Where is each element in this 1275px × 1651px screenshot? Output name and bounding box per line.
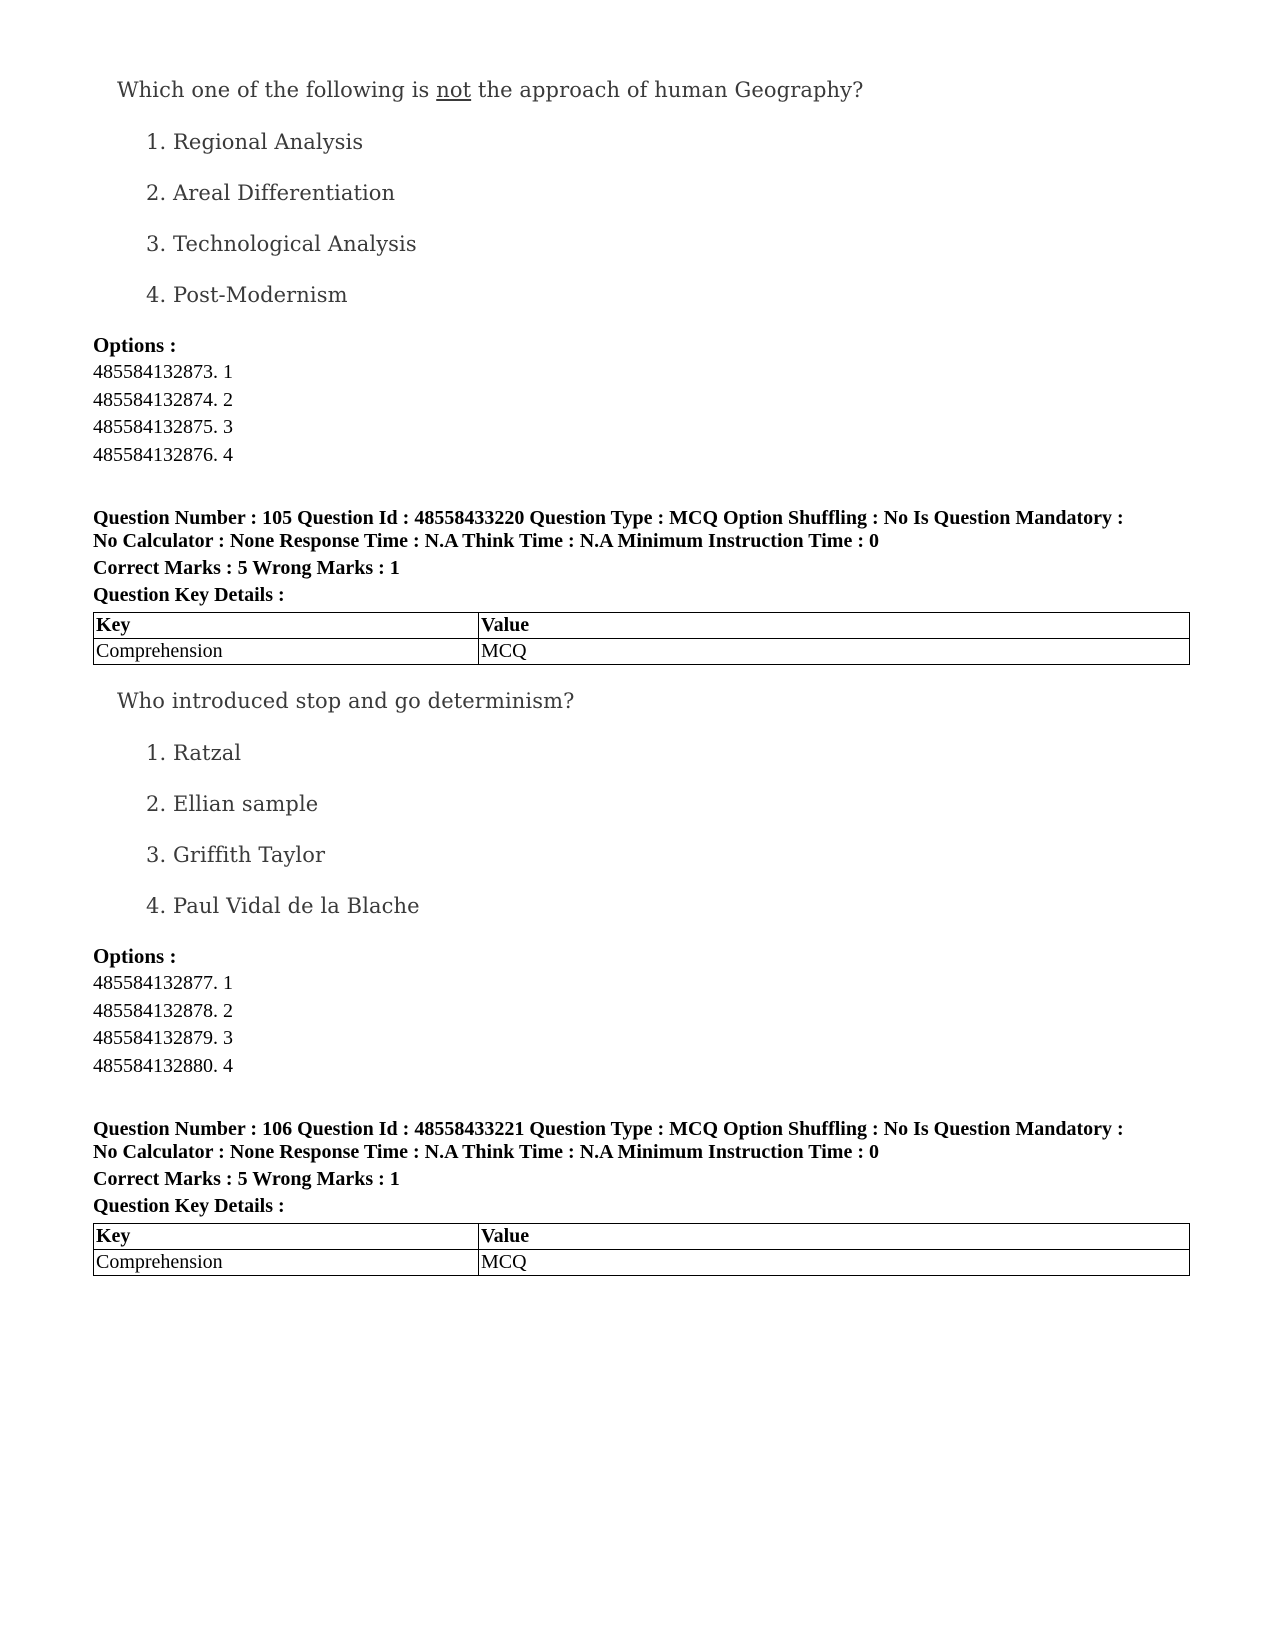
question-105-marks: Correct Marks : 5 Wrong Marks : 1 (93, 557, 400, 579)
question-105-meta-line-1: Question Number : 105 Question Id : 48558433220 Question Type : MCQ Option Shuffling : No Is Question Mandatory : (93, 507, 1124, 529)
question-106-key-details-label: Question Key Details : (93, 1195, 285, 1217)
question-104-choice-4: 4. Post-Modernism (146, 283, 348, 307)
stem-text-underlined: not (436, 78, 472, 102)
question-104-choice-2: 2. Areal Differentiation (146, 181, 396, 205)
table-header-value: Value (479, 613, 1190, 639)
stem-text-post: the approach of human Geography? (471, 78, 864, 102)
question-105-choice-1: 1. Ratzal (146, 741, 242, 765)
question-105-option-1: 485584132877. 1 (93, 972, 233, 994)
question-104-choice-1: 1. Regional Analysis (146, 130, 364, 154)
table-cell-value: MCQ (479, 1250, 1190, 1276)
table-header-row (94, 1224, 1190, 1250)
table-header-key: Key (94, 613, 479, 639)
table-header-row (94, 613, 1190, 639)
table-header-value: Value (479, 1224, 1190, 1250)
question-106-meta-line-1: Question Number : 106 Question Id : 48558433221 Question Type : MCQ Option Shuffling : No Is Question Mandatory : (93, 1118, 1124, 1140)
question-104-choice-3: 3. Technological Analysis (146, 232, 417, 256)
question-105-option-2: 485584132878. 2 (93, 1000, 233, 1022)
question-105-key-details-label: Question Key Details : (93, 584, 285, 606)
table-cell-key: Comprehension (94, 1250, 479, 1276)
question-105-option-4: 485584132880. 4 (93, 1055, 233, 1077)
question-106-key-table (93, 1223, 1190, 1276)
question-105-choice-2: 2. Ellian sample (146, 792, 319, 816)
question-105-stem: Who introduced stop and go determinism? (117, 689, 575, 713)
question-105-meta-line-2: No Calculator : None Response Time : N.A Think Time : N.A Minimum Instruction Time : 0 (93, 530, 879, 552)
question-104-option-4: 485584132876. 4 (93, 444, 233, 466)
table-cell-key: Comprehension (94, 639, 479, 665)
table-row (94, 1250, 1190, 1276)
table-header-key: Key (94, 1224, 479, 1250)
table-cell-value: MCQ (479, 639, 1190, 665)
question-106-meta-line-2: No Calculator : None Response Time : N.A Think Time : N.A Minimum Instruction Time : 0 (93, 1141, 879, 1163)
stem-text-pre: Which one of the following is (117, 78, 437, 102)
table-row (94, 639, 1190, 665)
question-104-options-label: Options : (93, 333, 177, 357)
question-106-marks: Correct Marks : 5 Wrong Marks : 1 (93, 1168, 400, 1190)
question-104-option-2: 485584132874. 2 (93, 389, 233, 411)
question-104-option-3: 485584132875. 3 (93, 416, 233, 438)
question-104-option-1: 485584132873. 1 (93, 361, 233, 383)
question-105-option-3: 485584132879. 3 (93, 1027, 233, 1049)
question-105-options-label: Options : (93, 944, 177, 968)
question-104-stem (117, 78, 863, 102)
question-105-choice-4: 4. Paul Vidal de la Blache (146, 894, 420, 918)
question-105-key-table (93, 612, 1190, 665)
question-105-choice-3: 3. Griffith Taylor (146, 843, 326, 867)
